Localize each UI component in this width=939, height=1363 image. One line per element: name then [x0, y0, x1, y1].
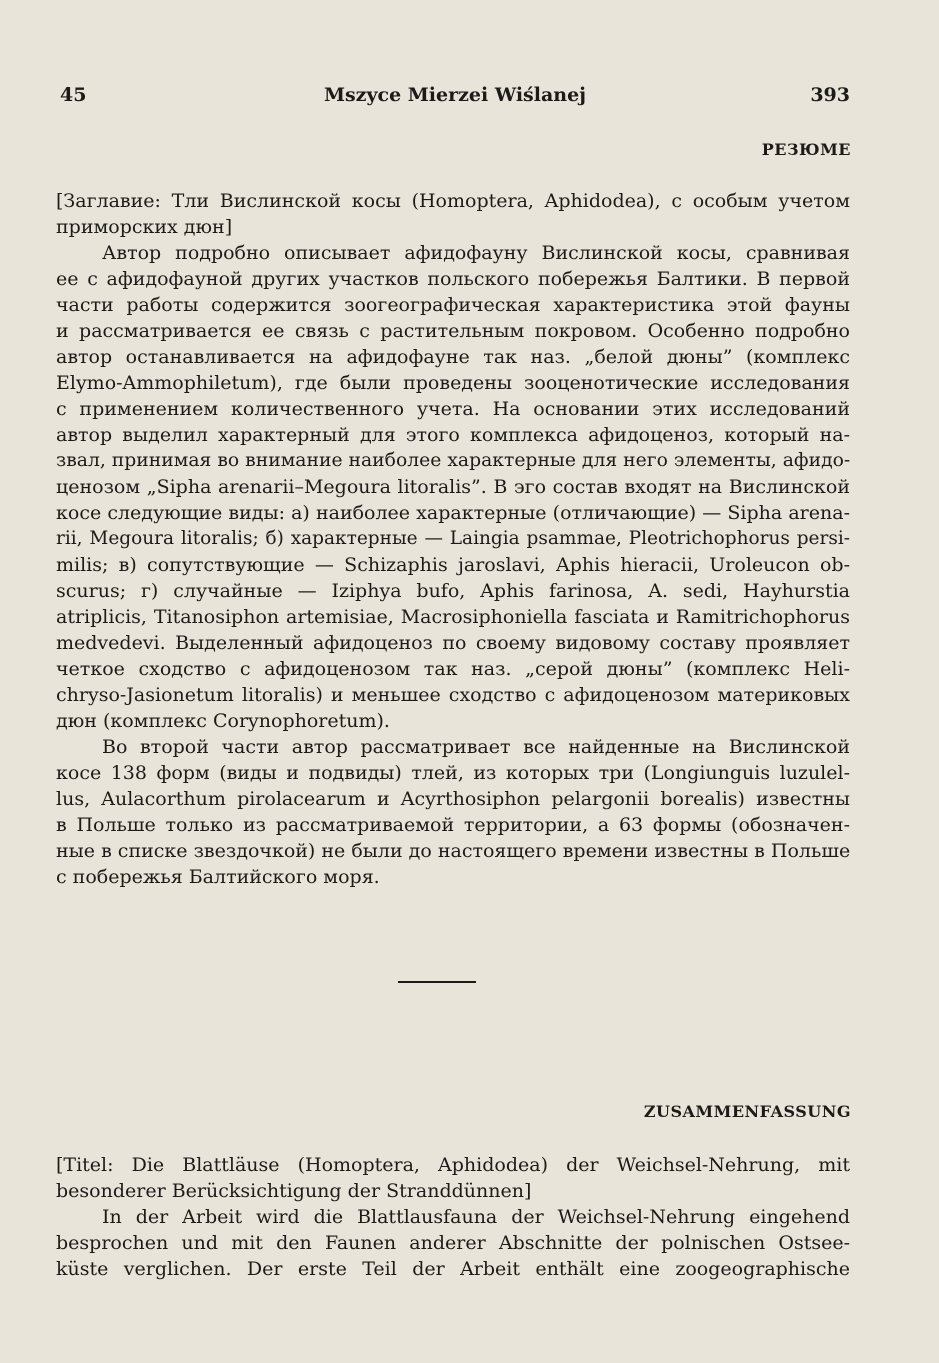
russian-summary-heading: РЕЗЮМЕ [761, 140, 851, 159]
text-line: Во второй части автор рассматривает все найденные на Вислинской [102, 736, 850, 758]
text-line: In der Arbeit wird die Blattlausfauna der Weichsel-Nehrung eingehend [102, 1206, 850, 1228]
text-line: части работы содержится зоогеографическая характеристика этой фауны [56, 294, 850, 316]
text-line: ценозом „Sipha arenarii–Megoura litoralis”. В эго состав входят на Вислинской [56, 476, 850, 498]
text-line: küste verglichen. Der erste Teil der Arbeit enthält eine zoogeographische [56, 1258, 850, 1280]
text-line: atriplicis, Titanosiphon artemisiae, Macrosiphoniella fasciata и Ramitrichophorus [56, 606, 850, 628]
text-line: ее с афидофауной других участков польского побережья Балтики. В первой [56, 268, 850, 290]
running-title: Mszyce Mierzei Wiślanej [323, 84, 587, 106]
section-divider [398, 981, 476, 983]
page-number-left: 45 [60, 84, 87, 106]
running-header [60, 84, 850, 114]
page-number-right: 393 [810, 84, 850, 106]
text-line: medvedevi. Выделенный афидоценоз по своему видовому составу проявляет [56, 632, 850, 654]
text-line: в Польше только из рассматриваемой территории, а 63 формы (обозначен- [56, 814, 850, 836]
russian-summary-body [56, 188, 850, 890]
german-summary-heading: ZUSAMMENFASSUNG [643, 1102, 851, 1121]
text-line: косе следующие виды: а) наиболее характерные (отличающие) — Sipha arena- [56, 502, 850, 524]
text-line: besprochen und mit den Faunen anderer Abschnitte der polnischen Ostsee- [56, 1232, 850, 1254]
text-line: косе 138 форм (виды и подвиды) тлей, из которых три (Longiunguis luzulel- [56, 762, 850, 784]
text-line: besonderer Berücksichtigung der Stranddünnen] [56, 1180, 532, 1202]
text-line: [Заглавие: Тли Вислинской косы (Homoptera, Aphidodea), с особым учетом [56, 190, 850, 212]
text-line: milis; в) сопутствующие — Schizaphis jaroslavi, Aphis hieracii, Uroleucon ob- [56, 554, 850, 576]
text-line: с применением количественного учета. На основании этих исследований [56, 398, 850, 420]
text-line: звал, принимая во внимание наиболее характерные для него элементы, афидо- [56, 450, 851, 471]
text-line: с побережья Балтийского моря. [56, 866, 380, 888]
text-line: lus, Aulacorthum pirolacearum и Acyrthosiphon pelargonii borealis) известны [56, 788, 850, 810]
text-line: [Titel: Die Blattläuse (Homoptera, Aphidodea) der Weichsel-Nehrung, mit [56, 1154, 850, 1176]
text-line: и рассматривается ее связь с растительным покровом. Особенно подробно [56, 320, 850, 342]
text-line: rii, Megoura litoralis; б) характерные — Laingia psammae, Pleotrichophorus persi- [56, 528, 850, 549]
text-line: автор останавливается на афидофауне так наз. „белой дюны” (комплекс [56, 346, 850, 368]
text-line: автор выделил характерный для этого комплекса афидоценоз, который на- [56, 424, 850, 446]
text-line: дюн (комплекс Corynophoretum). [56, 710, 390, 732]
text-line: ные в списке звездочкой) не были до настоящего времени известны в Польше [56, 840, 851, 862]
german-summary-body [56, 1152, 850, 1282]
text-line: приморских дюн] [56, 216, 233, 238]
text-line: chryso-Jasionetum litoralis) и меньшее сходство с афидоценозом материковых [56, 684, 850, 706]
text-line: scurus; г) случайные — Iziphya bufo, Aphis farinosa, A. sedi, Hayhurstia [56, 580, 850, 602]
text-line: Автор подробно описывает афидофауну Вислинской косы, сравнивая [102, 242, 850, 264]
text-line: четкое сходство с афидоценозом так наз. „серой дюны” (комплекс Heli- [56, 658, 850, 680]
text-line: Elymo-Ammophiletum), где были проведены зооценотические исследования [56, 372, 850, 394]
